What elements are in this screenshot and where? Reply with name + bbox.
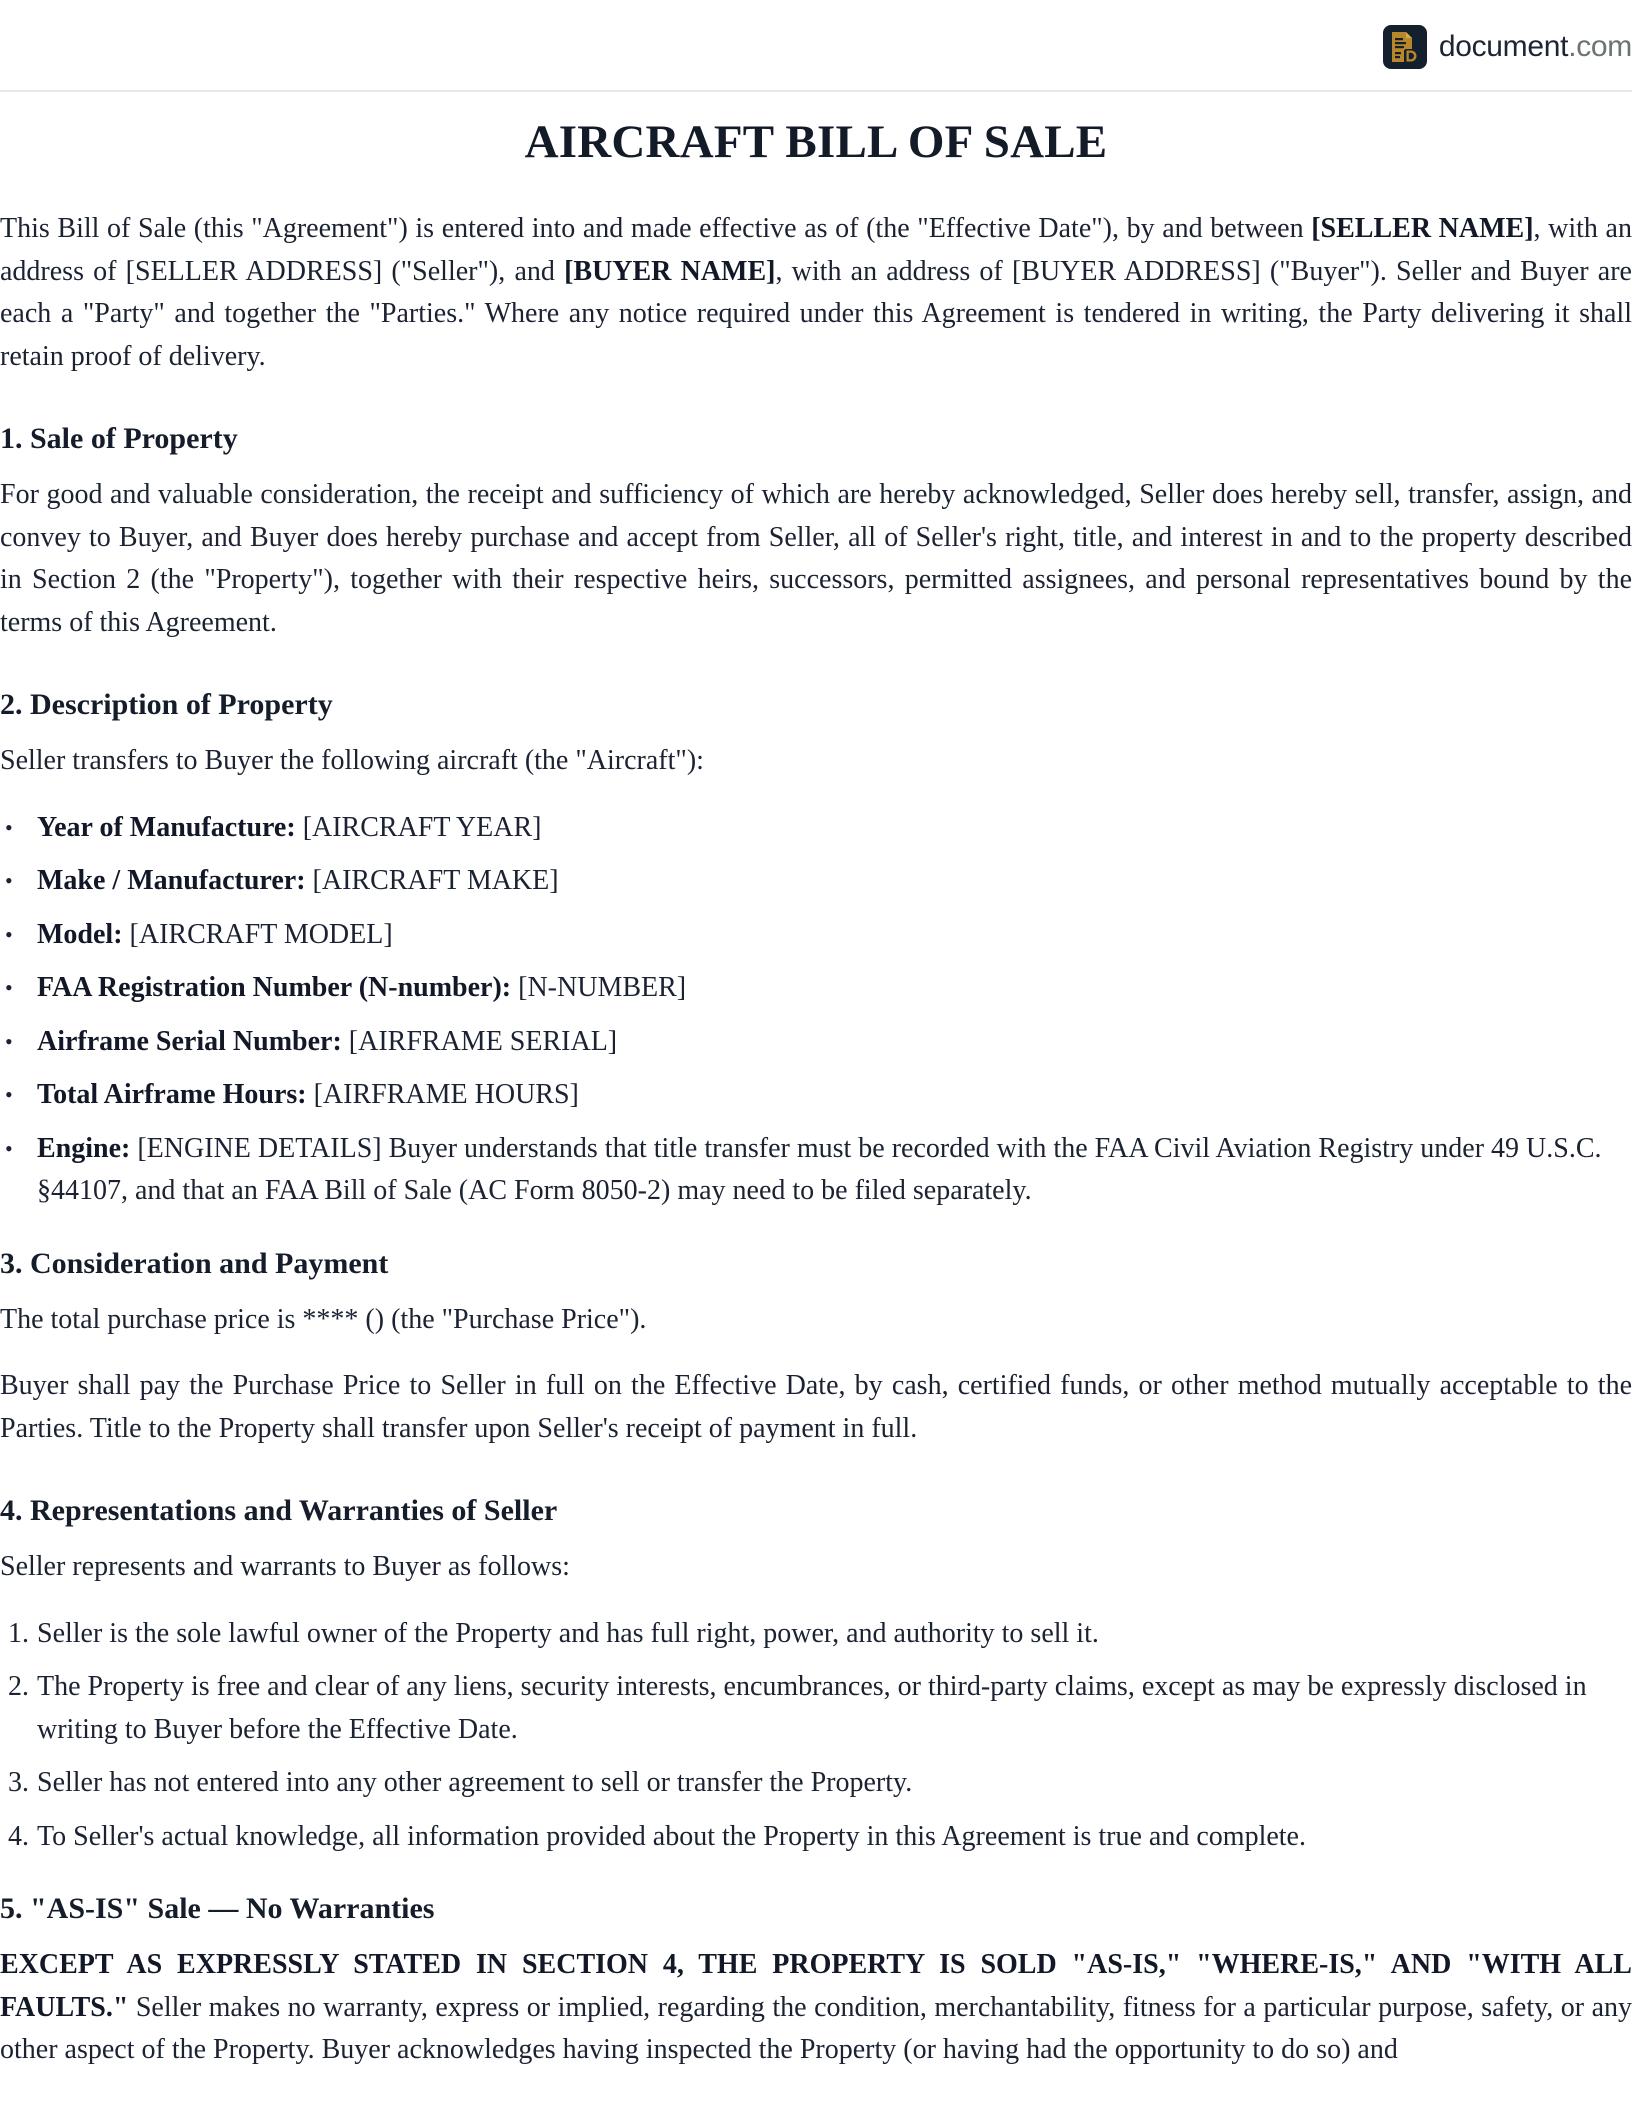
brand-name-main: document [1438,30,1569,63]
list-item [0,1816,1632,1859]
bullet-icon: • [5,1082,13,1108]
list-item [0,1762,1632,1805]
list-item [0,1613,1632,1656]
bullet-icon: • [5,921,13,947]
purchase-price-text: The total purchase price is **** () (the "Purchase Price"). [0,1303,647,1335]
list-number: 1. [8,1617,29,1649]
list-item [0,1074,1632,1117]
intro-text-2: , with an address of [SELLER ADDRESS] ("Seller"), and [0,213,1632,287]
spec-label: FAA Registration Number (N-number): [37,972,512,1004]
buyer-name-placeholder: [BUYER NAME] [564,255,776,287]
section-body [0,1944,1632,2072]
bullet-icon: • [5,868,13,894]
list-number: 2. [8,1671,29,1703]
top-bar [0,0,1632,92]
list-item [0,860,1632,903]
spec-label: Year of Manufacture: [37,811,296,843]
bullet-icon: • [5,975,13,1001]
spec-label: Engine: [37,1132,131,1164]
section-body: Seller represents and warrants to Buyer as follows: [0,1551,570,1583]
spec-label: Model: [37,918,123,950]
document-title: AIRCRAFT BILL OF SALE [524,116,1108,168]
section-body: Buyer shall pay the Purchase Price to Seller in full on the Effective Date, by cash, certified funds, or other method mutually acceptable to the Parties. Title to the Property shall transfer upon Seller's receipt of payment in full. [0,1370,1632,1444]
spec-value: [AIRCRAFT MODEL] [122,918,393,950]
section-body: Seller transfers to Buyer the following aircraft (the "Aircraft"): [0,745,704,777]
spec-value: [ENGINE DETAILS] Buyer understands that title transfer must be recorded with the FAA Civil Aviation Registry under 49 U.S.C. §44107, and that an FAA Bill of Sale (AC Form 8050-2) may need to be filed separately. [37,1132,1602,1207]
section-heading: 1. Sale of Property [0,422,238,456]
section-heading: 5. "AS-IS" Sale — No Warranties [0,1892,435,1926]
list-item [0,807,1632,850]
aircraft-spec-list [0,807,1632,1213]
spec-value: [N-NUMBER] [511,972,687,1004]
bullet-icon: • [5,814,13,840]
spec-value: [AIRFRAME HOURS] [306,1079,579,1111]
list-number: 4. [8,1820,29,1852]
list-item-text: The Property is free and clear of any liens, security interests, encumbrances, or third-party claims, except as may be expressly disclosed in writing to Buyer before the Effective Date. [37,1671,1587,1745]
document-logo-icon [1383,25,1427,69]
document-body [0,92,1632,2072]
section-heading: 3. Consideration and Payment [0,1246,389,1280]
intro-paragraph [0,208,1632,378]
bullet-icon: • [5,1135,13,1161]
spec-value: [AIRFRAME SERIAL] [341,1025,618,1057]
spec-label: Total Airframe Hours: [37,1079,307,1111]
brand-logo[interactable] [1383,25,1632,69]
section-description-of-property [0,684,1632,1213]
as-is-disclaimer: EXCEPT AS EXPRESSLY STATED IN SECTION 4, THE PROPERTY IS SOLD "AS-IS," "WHERE-IS," AND "WITH ALL FAULTS." [0,1949,1632,2023]
list-item [0,914,1632,957]
list-item [0,1021,1632,1064]
list-item-text: To Seller's actual knowledge, all information provided about the Property in this Agreement is true and complete. [37,1820,1306,1852]
spec-value: [AIRCRAFT YEAR] [295,811,542,843]
section-sale-of-property [0,418,1632,644]
section-representations-and-warranties [0,1490,1632,1858]
intro-text-3: , with an address of [BUYER ADDRESS] ("Buyer"). Seller and Buyer are each a "Party" and together the "Parties." Where any notice required under this Agreement is tendered in writing, the Party delivering it shall retain proof of delivery. [0,255,1632,372]
as-is-body-text: Seller makes no warranty, express or implied, regarding the condition, merchantability, fitness for a particular purpose, safety, or any other aspect of the Property. Buyer acknowledges having inspected the Property (or having had the opportunity to do so) and [0,1991,1632,2066]
brand-name [1439,32,1632,62]
spec-label: Airframe Serial Number: [37,1025,342,1057]
section-body: For good and valuable consideration, the receipt and sufficiency of which are hereby acknowledged, Seller does hereby sell, transfer, assign, and convey to Buyer, and Buyer does hereby purchase and accept from Seller, all of Seller's right, title, and interest in and to the property described in Section 2 (the "Property"), together with their respective heirs, successors, permitted assignees, and personal representatives bound by the terms of this Agreement. [0,479,1632,638]
list-item [0,1666,1632,1751]
brand-name-tld: .com [1568,30,1632,63]
list-item [0,967,1632,1010]
list-item-text: Seller has not entered into any other agreement to sell or transfer the Property. [37,1767,913,1799]
section-consideration-and-payment [0,1243,1632,1451]
seller-name-placeholder: [SELLER NAME] [1311,213,1534,245]
section-as-is-sale [0,1888,1632,2072]
bullet-icon: • [5,1028,13,1054]
warranties-list [0,1613,1632,1859]
list-number: 3. [8,1767,29,1799]
list-item-text: Seller is the sole lawful owner of the Property and has full right, power, and authority to sell it. [37,1617,1099,1649]
intro-text-1: This Bill of Sale (this "Agreement") is entered into and made effective as of (the "Effective Date"), by and between [0,213,1312,245]
spec-value: [AIRCRAFT MAKE] [305,865,559,897]
section-heading: 4. Representations and Warranties of Seller [0,1494,558,1528]
list-item [0,1128,1632,1213]
section-heading: 2. Description of Property [0,688,333,722]
spec-label: Make / Manufacturer: [37,865,306,897]
